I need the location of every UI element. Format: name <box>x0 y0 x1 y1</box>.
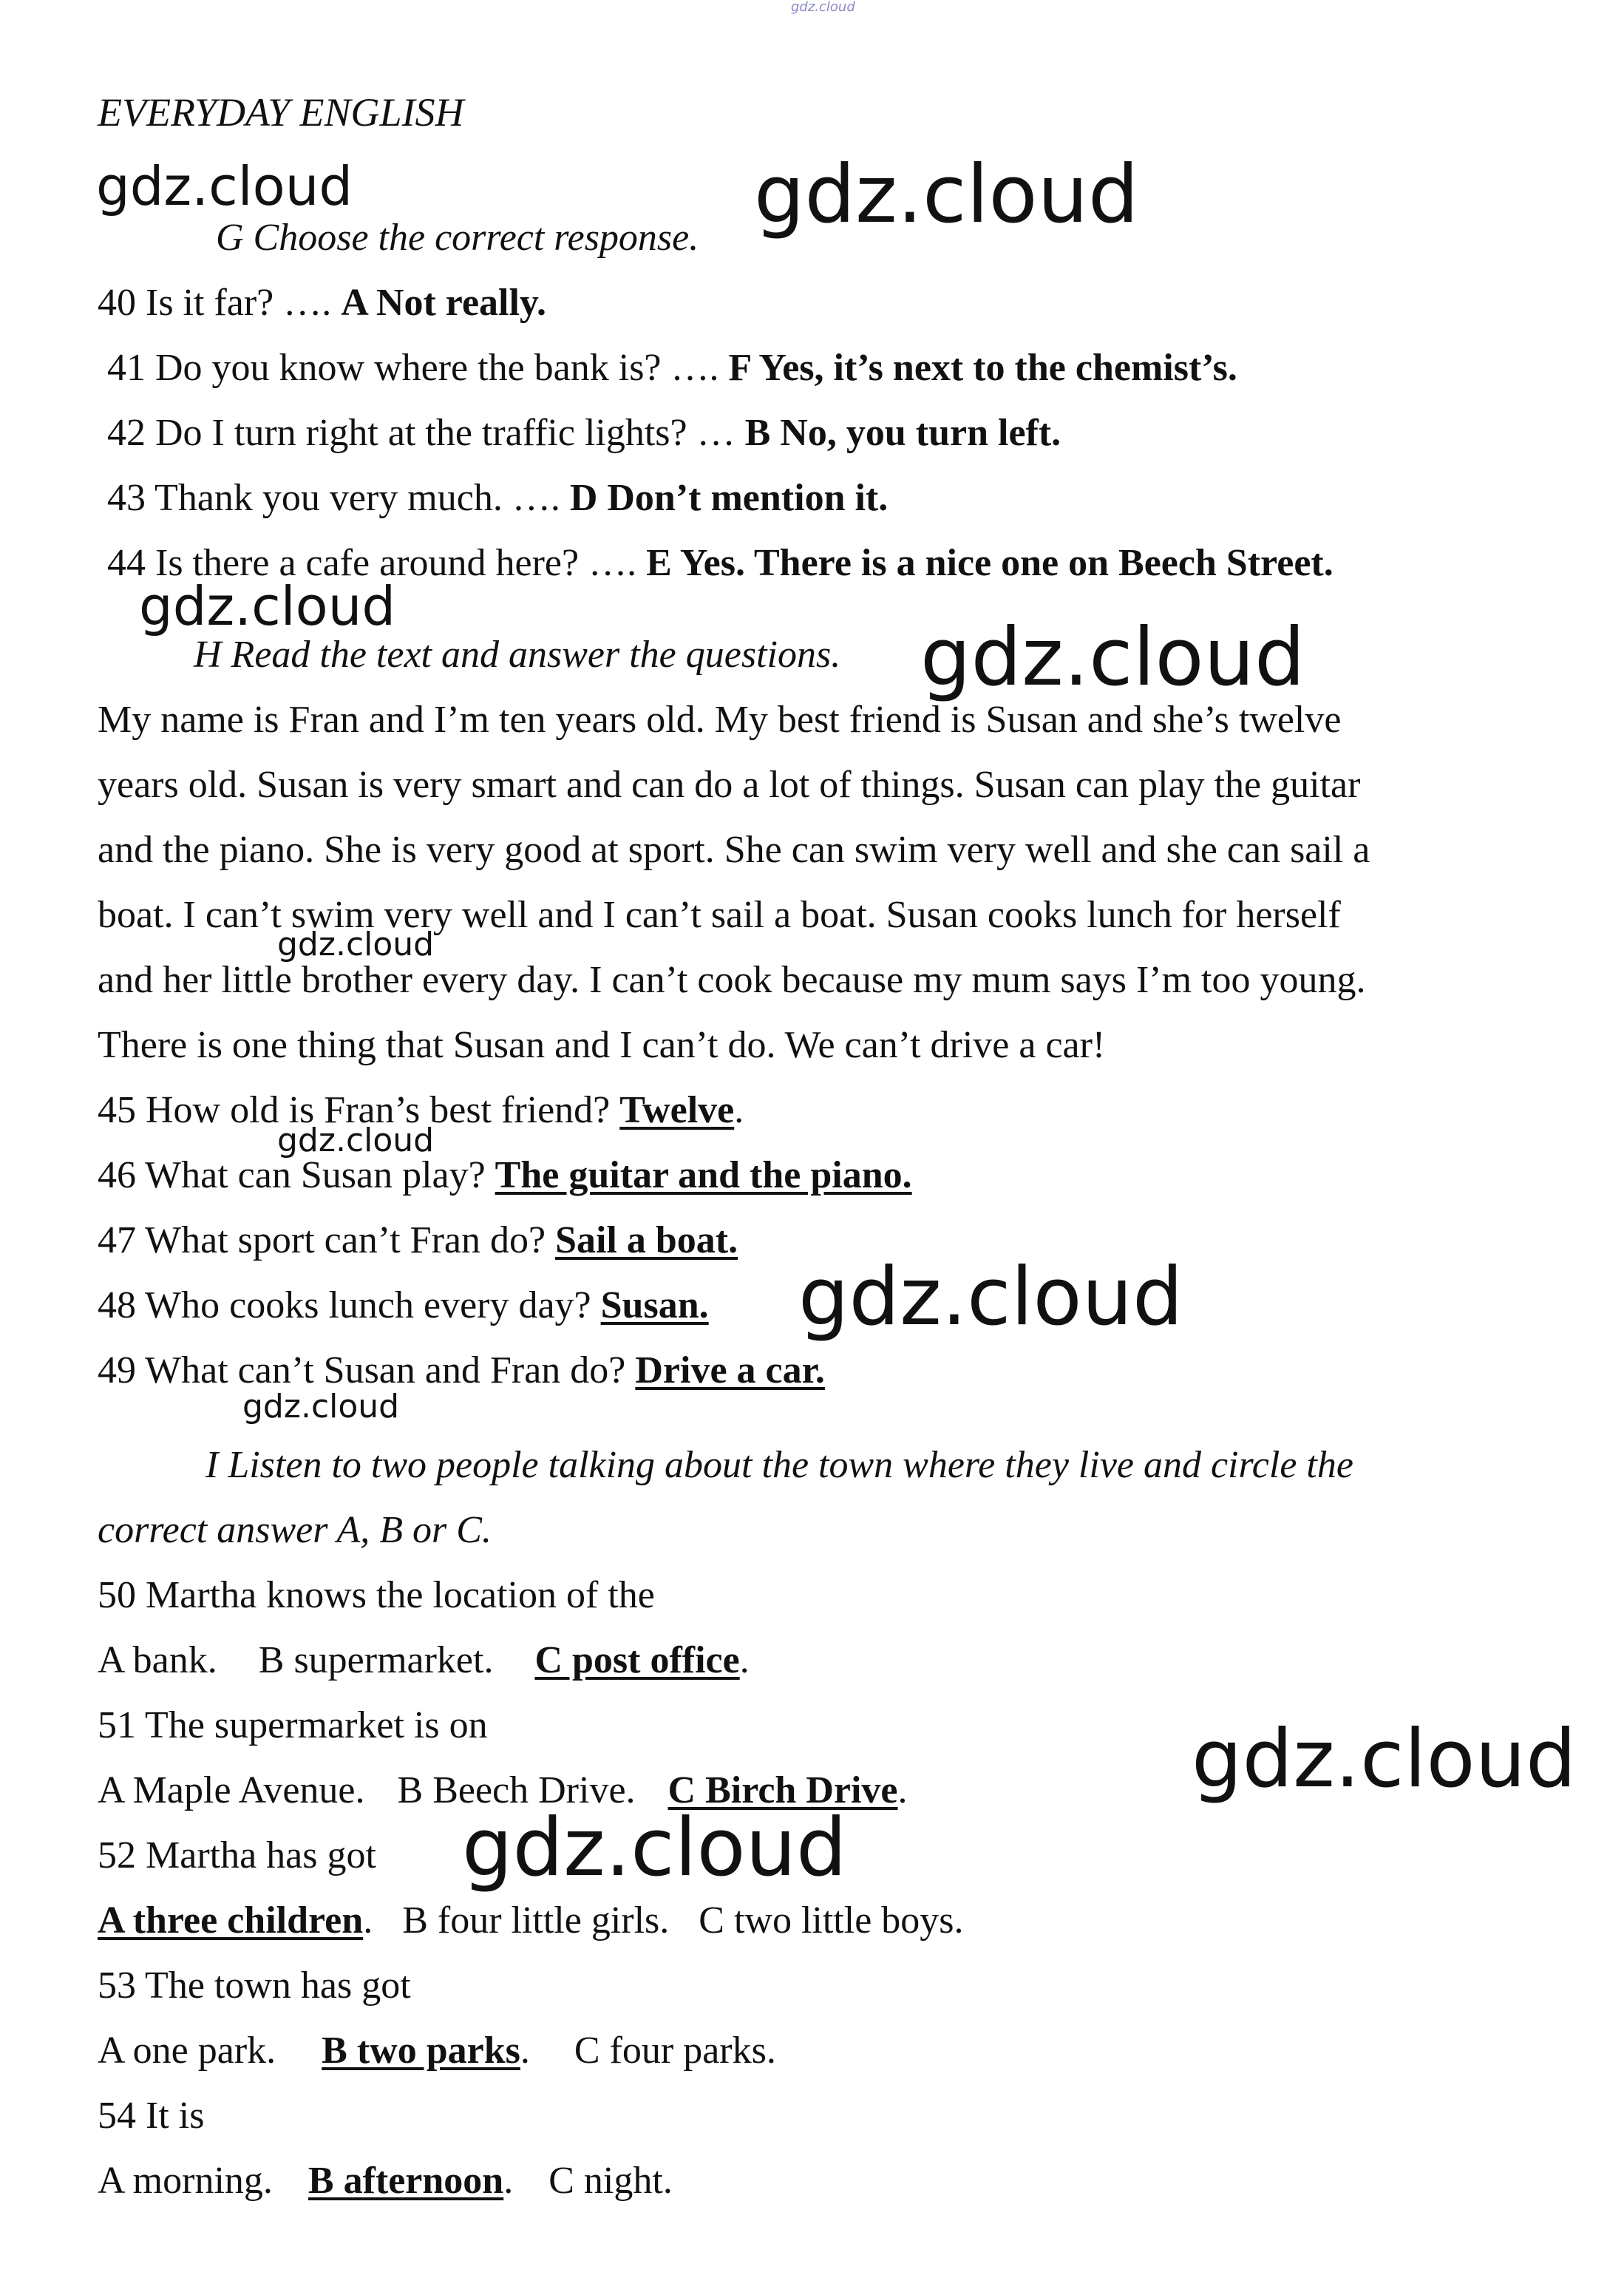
section-h-instruction: H Read the text and answer the questions. <box>194 634 841 676</box>
option-c-correct[interactable]: C post office <box>534 1639 740 1681</box>
section-i-question-51: 51 The supermarket is on <box>98 1704 488 1746</box>
reading-text-line: My name is Fran and I’m ten years old. My best friend is Susan and she’s twelve <box>98 699 1342 741</box>
answer-text: Sail a boat. <box>555 1219 738 1261</box>
option-b-correct[interactable]: B afternoon <box>308 2160 504 2202</box>
option-a[interactable]: A Maple Avenue. <box>98 1769 365 1811</box>
section-i-options-50: A bank. B supermarket. C post office. <box>98 1639 750 1681</box>
section-g-item-41 <box>107 346 1237 390</box>
question-text: 40 Is it far? …. <box>98 282 342 324</box>
watermark: gdz.cloud <box>920 611 1305 704</box>
section-g-item-42 <box>107 411 1061 455</box>
watermark: gdz.cloud <box>242 1388 400 1425</box>
option-a-correct[interactable]: A three children <box>98 1899 364 1942</box>
answer-text: F Yes, it’s next to the chemist’s. <box>728 347 1237 389</box>
option-a[interactable]: A bank. <box>98 1639 217 1681</box>
answer-text: D Don’t mention it. <box>569 477 889 519</box>
question-text: 45 How old is Fran’s best friend? <box>98 1089 620 1131</box>
watermark: gdz.cloud <box>96 155 353 217</box>
section-i-question-54: 54 It is <box>98 2095 205 2137</box>
section-g-item-43 <box>107 476 888 521</box>
answer-text: Susan. <box>600 1284 709 1326</box>
question-text: 44 Is there a cafe around here? …. <box>107 542 647 584</box>
section-i-instruction-cont: correct answer A, B or C. <box>98 1509 492 1551</box>
reading-text-line: and her little brother every day. I can’t cook because my mum says I’m too young. <box>98 959 1366 1001</box>
question-text: 42 Do I turn right at the traffic lights? … <box>107 412 745 454</box>
answer-text: A Not really. <box>341 282 547 324</box>
question-text: 46 What can Susan play? <box>98 1154 495 1196</box>
section-g-instruction: G Choose the correct response. <box>216 217 699 259</box>
page-title: EVERYDAY ENGLISH <box>98 90 464 135</box>
reading-text-line: boat. I can’t swim very well and I can’t sail a boat. Susan cooks lunch for herself <box>98 894 1341 936</box>
section-h-item-45: 45 How old is Fran’s best friend? Twelve. <box>98 1089 744 1131</box>
option-b[interactable]: B supermarket. <box>258 1639 494 1681</box>
answer-text: The guitar and the piano. <box>495 1154 912 1196</box>
watermark: gdz.cloud <box>1192 1713 1577 1806</box>
answer-text: E Yes. There is a nice one on Beech Street. <box>646 542 1333 584</box>
section-g-item-40 <box>98 281 546 325</box>
reading-text-line: and the piano. She is very good at sport. She can swim very well and she can sail a <box>98 829 1370 871</box>
watermark: gdz.cloud <box>277 926 435 963</box>
section-i-options-51: A Maple Avenue. B Beech Drive. C Birch Drive. <box>98 1769 908 1811</box>
option-c[interactable]: C night. <box>548 2160 673 2202</box>
question-text: 48 Who cooks lunch every day? <box>98 1284 601 1326</box>
option-b[interactable]: B Beech Drive. <box>397 1769 636 1811</box>
section-h-item-48 <box>98 1284 709 1328</box>
option-c[interactable]: C four parks. <box>574 2030 776 2072</box>
section-i-question-50: 50 Martha knows the location of the <box>98 1574 655 1616</box>
question-text: 43 Thank you very much. …. <box>107 477 570 519</box>
section-i-instruction: I Listen to two people talking about the town where they live and circle the <box>205 1444 1353 1486</box>
section-i-question-52: 52 Martha has got <box>98 1834 376 1876</box>
question-text: 49 What can’t Susan and Fran do? <box>98 1349 636 1391</box>
section-i-options-52: A three children. B four little girls. C two little boys. <box>98 1899 964 1942</box>
reading-text-line: There is one thing that Susan and I can’t do. We can’t drive a car! <box>98 1024 1106 1066</box>
answer-text: Drive a car. <box>635 1349 825 1391</box>
section-h-item-46 <box>98 1153 912 1198</box>
option-c[interactable]: C two little boys. <box>699 1899 964 1942</box>
option-a[interactable]: A morning. <box>98 2160 273 2202</box>
option-a[interactable]: A one park. <box>98 2030 276 2072</box>
watermark: gdz.cloud <box>462 1802 847 1894</box>
option-b-correct[interactable]: B two parks <box>322 2030 520 2072</box>
section-h-item-47 <box>98 1218 738 1263</box>
watermark: gdz.cloud <box>798 1251 1183 1343</box>
section-i-question-53: 53 The town has got <box>98 1964 411 2007</box>
answer-text: Twelve <box>619 1089 735 1131</box>
section-h-item-49 <box>98 1349 825 1393</box>
watermark: gdz.cloud <box>277 1122 435 1159</box>
section-i-options-53: A one park. B two parks. C four parks. <box>98 2030 776 2072</box>
section-i-options-54: A morning. B afternoon. C night. <box>98 2160 673 2202</box>
question-text: 41 Do you know where the bank is? …. <box>107 347 729 389</box>
option-b[interactable]: B four little girls. <box>402 1899 670 1942</box>
question-text: 47 What sport can’t Fran do? <box>98 1219 556 1261</box>
watermark: gdz.cloud <box>139 575 396 637</box>
option-c-correct[interactable]: C Birch Drive <box>667 1769 898 1811</box>
watermark-top: gdz.cloud <box>791 0 855 15</box>
watermark: gdz.cloud <box>754 149 1139 241</box>
answer-text: B No, you turn left. <box>744 412 1061 454</box>
reading-text-line: years old. Susan is very smart and can do a lot of things. Susan can play the guitar <box>98 764 1361 806</box>
